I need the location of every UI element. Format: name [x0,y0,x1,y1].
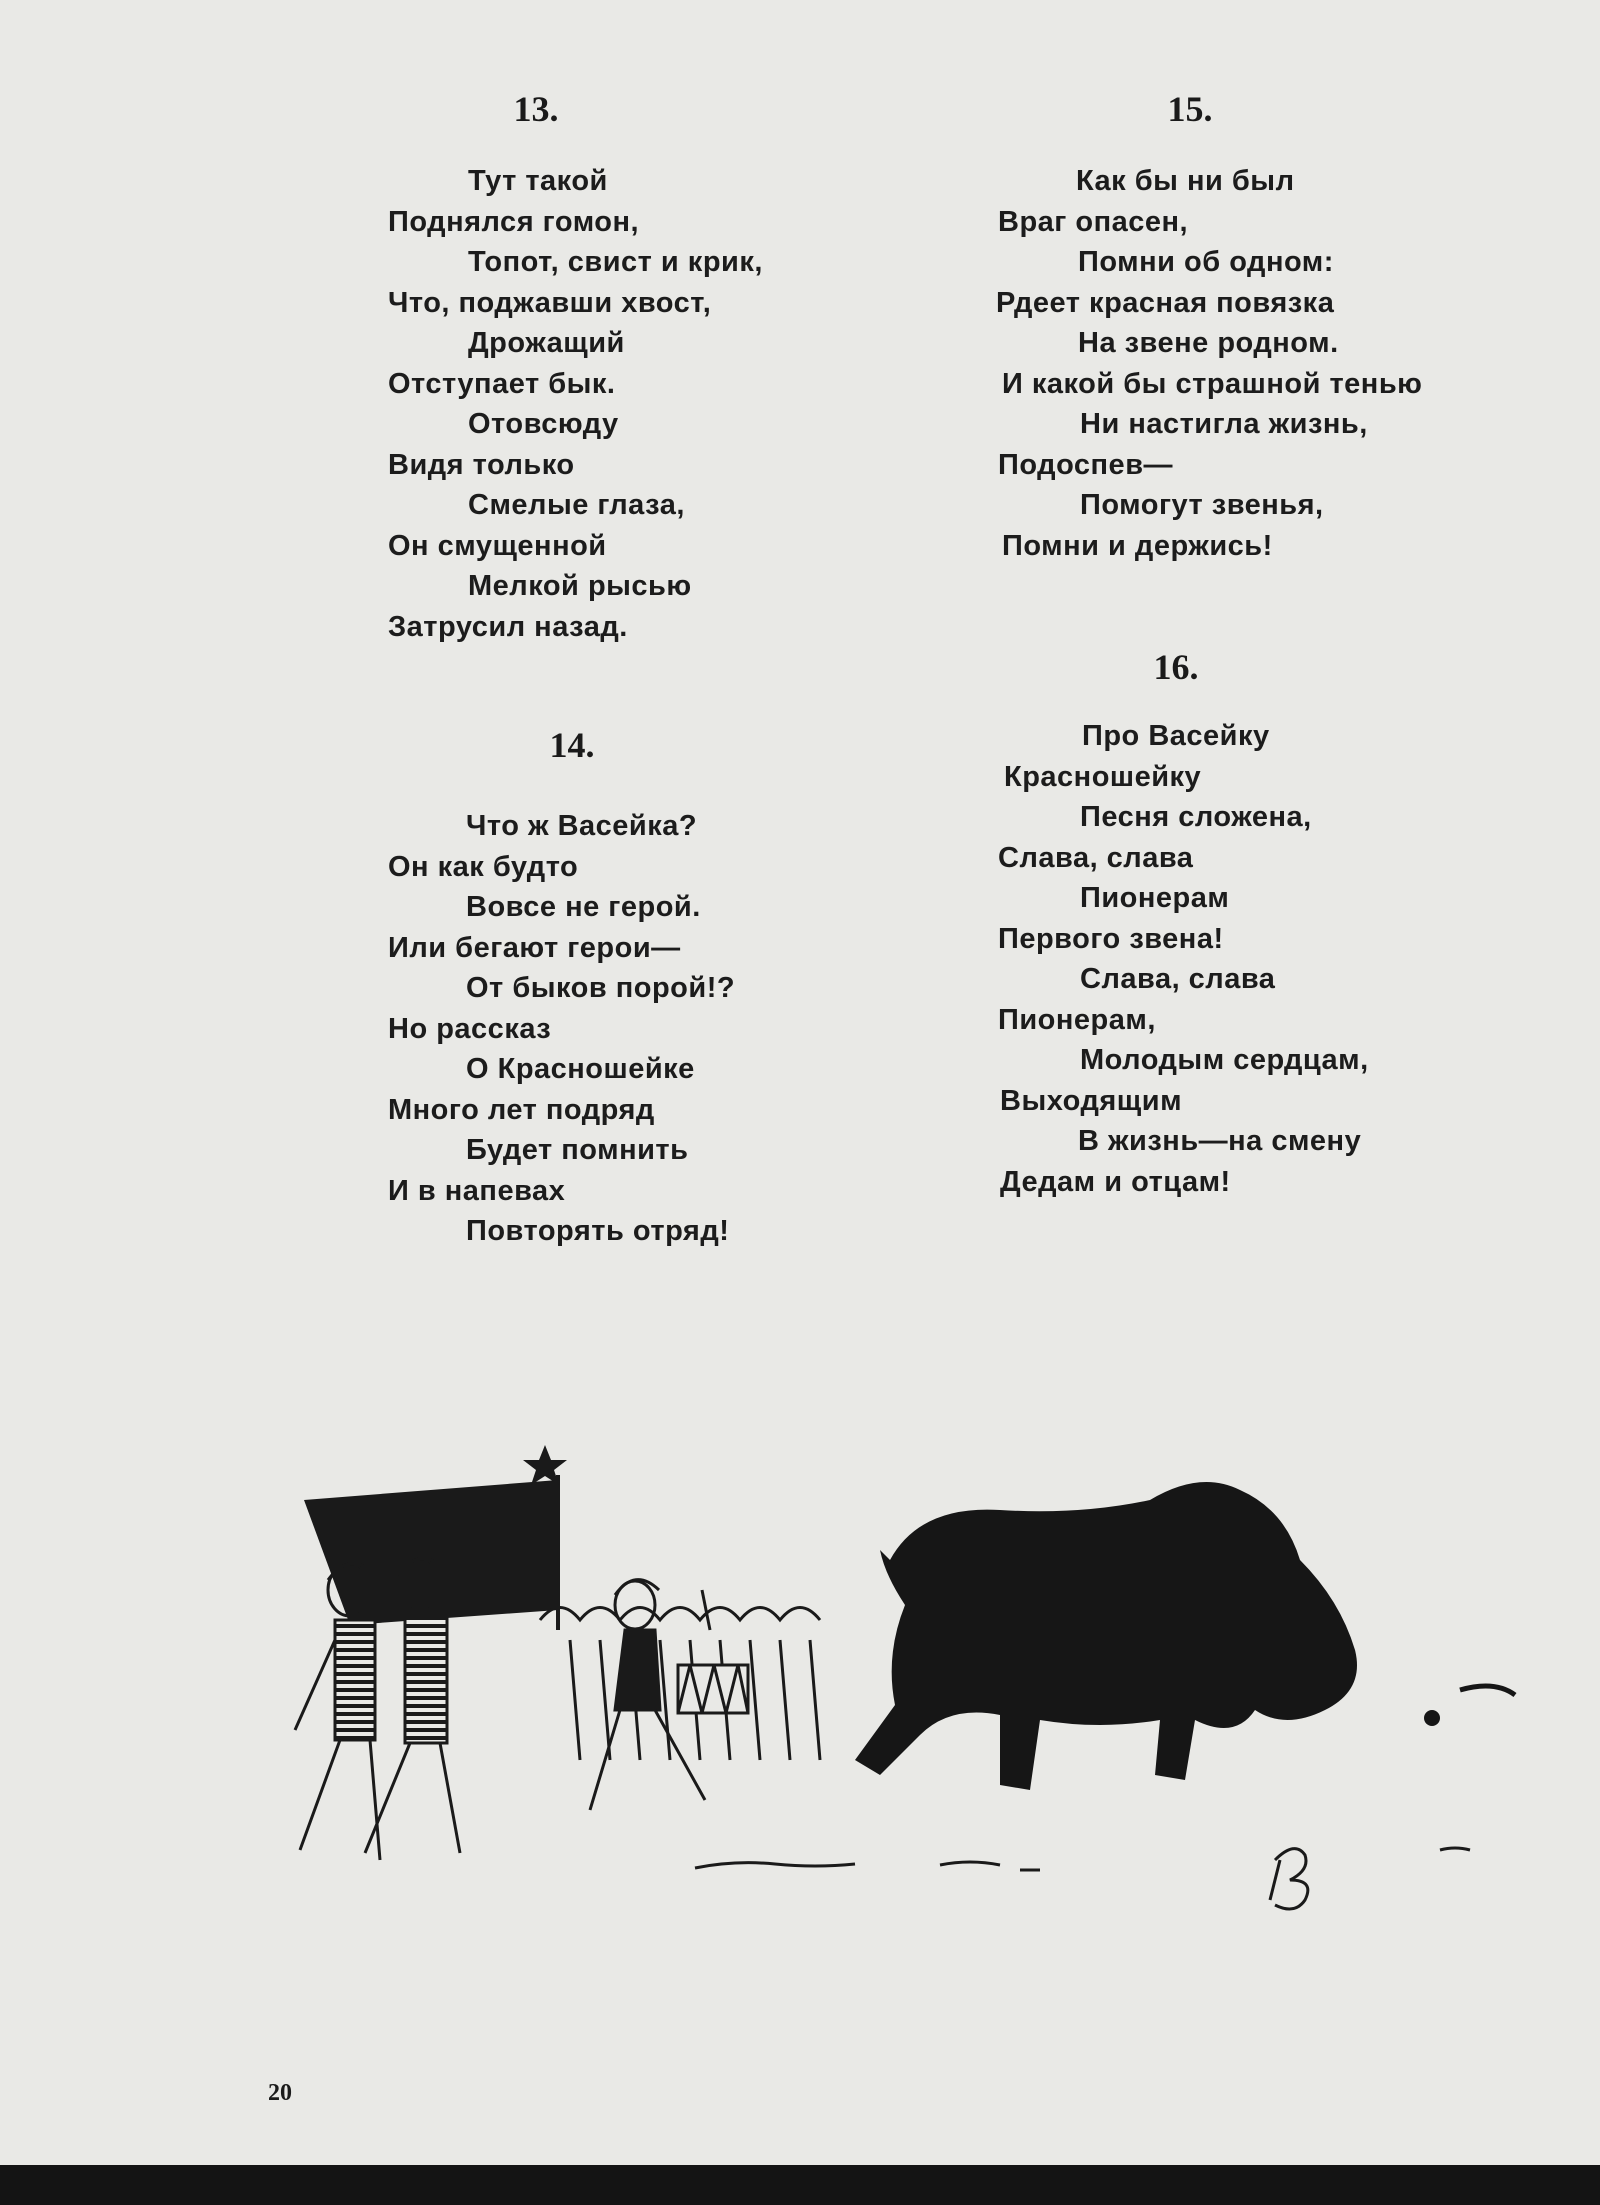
stanza-14-line: Будет помнить [466,1134,689,1166]
stanza-16-line: Дедам и отцам! [1000,1166,1231,1198]
stanza-13-line: Топот, свист и крик, [468,246,763,278]
stanza-14-line: И в напевах [388,1175,566,1207]
stanza-15-line: Ни настигла жизнь, [1080,408,1368,440]
stanza-15-line: Враг опасен, [998,206,1189,238]
stanza-15-line: Подоспев— [998,449,1174,481]
stanza-16-line: В жизнь—на смену [1078,1125,1362,1157]
stanza-16-line: Песня сложена, [1080,801,1312,833]
stanza-14-line: Вовсе не герой. [466,891,701,923]
stanza-13-line: Затрусил назад. [388,611,628,643]
stanza-13-line: Поднялся гомон, [388,206,640,238]
scan-border [0,2165,1600,2205]
stanza-16-line: Выходящим [1000,1085,1183,1117]
stanza-16-line: Пионерам, [998,1004,1156,1036]
stanza-15-line: Как бы ни был [1076,165,1295,197]
stanza-13-line: Отовсюду [468,408,619,440]
stanza-14-line: О Красношейке [466,1053,695,1085]
stanza-13-line: Отступает бык. [388,368,616,400]
stanza-number-14: 14. [549,725,595,765]
stanza-13-line: Дрожащий [468,327,625,359]
stanza-16-line: Пионерам [1080,882,1230,914]
stanza-13-line: Тут такой [468,165,608,197]
stanza-14-line: Или бегают герои— [388,932,681,964]
page-number: 20 [268,2080,292,2106]
stanza-15-line: Помни и держись! [1002,530,1273,562]
stanza-15-line: Помогут звенья, [1080,489,1324,521]
stanza-13-line: Мелкой рысью [468,570,692,602]
stanza-13-line: Видя только [388,449,575,481]
stanza-13-line: Он смущенной [388,530,607,562]
stanza-15-line: И какой бы страшной тенью [1002,368,1423,400]
stanza-16-line: Слава, слава [1080,963,1276,995]
ground-lines [695,1848,1470,1870]
stanza-14-line: Повторять отряд! [466,1215,730,1247]
stanza-number-15: 15. [1167,89,1213,129]
drum-icon [678,1665,748,1713]
stanza-14-line: От быков порой!? [466,972,736,1004]
stanza-16-line: Про Васейку [1082,720,1270,752]
stanza-15-line: На звене родном. [1078,327,1339,359]
stanza-15-line: Помни об одном: [1078,246,1334,278]
stanza-16-line: Молодым сердцам, [1080,1044,1369,1076]
stanza-13-line: Смелые глаза, [468,489,685,521]
stanza-15-line: Рдеет красная повязка [996,287,1335,319]
stanza-14-line: Что ж Васейка? [466,810,698,842]
stanza-14-line: Но рассказ [388,1013,552,1045]
stanza-13-line: Что, поджавши хвост, [388,287,712,319]
star-icon [523,1445,567,1485]
stanza-14-line: Много лет подряд [388,1094,655,1126]
stanza-16-line: Красношейку [1004,761,1202,793]
signature-icon [1270,1849,1308,1909]
stanza-16-line: Слава, слава [998,842,1194,874]
stanza-number-16: 16. [1153,647,1199,687]
pioneers-and-bull-illustration [240,1440,1540,1930]
stanza-number-13: 13. [513,89,559,129]
stanza-16-line: Первого звена! [998,923,1224,955]
bull-icon [855,1482,1515,1790]
stanza-14-line: Он как будто [388,851,579,883]
